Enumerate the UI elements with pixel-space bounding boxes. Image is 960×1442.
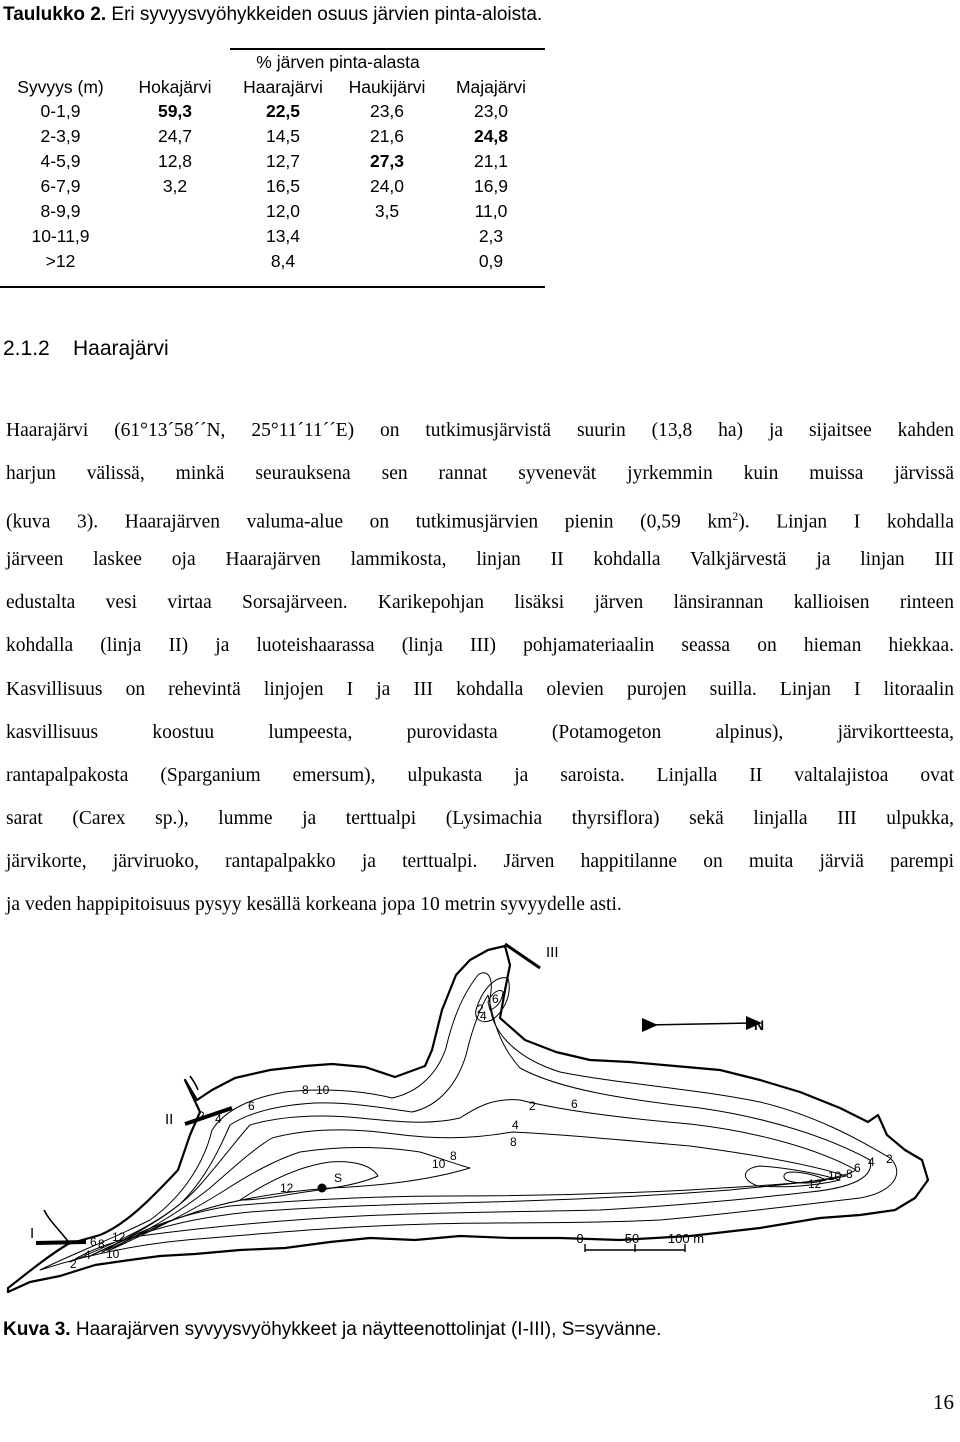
contour-12m — [240, 1162, 378, 1200]
contour-8m — [102, 1130, 846, 1252]
transect-line-I — [36, 1242, 86, 1243]
depth-contour-label: 10 — [106, 1247, 120, 1261]
deepest-point-marker — [318, 1184, 327, 1193]
col-header-depth: Syvyys (m) — [17, 77, 104, 97]
table-cell: 12,8 — [157, 151, 193, 171]
figure-caption — [3, 1319, 661, 1341]
depth-contour-label: 12 — [808, 1177, 822, 1191]
deep-point-label: S — [334, 1171, 343, 1185]
table-super-header: % järven pinta-alasta — [256, 52, 420, 72]
paragraph-line: rantapalpakosta (Sparganium emersum), ulpukasta ja saroista. Linjalla II valtalajistoa ovat — [6, 764, 954, 786]
table-cell: >12 — [45, 251, 76, 271]
table-cell: 13,4 — [265, 226, 301, 246]
table-cell: 8,4 — [270, 251, 296, 271]
depth-contour-label: 6 — [90, 1235, 97, 1249]
table-cell: 2-3,9 — [40, 126, 81, 146]
paragraph-line: kohdalla (linja II) ja luoteishaarassa (linja III) pohjamateriaalin seassa on hieman hiekkaa. — [6, 635, 954, 657]
contour-10m — [110, 1148, 470, 1251]
table-row — [0, 176, 545, 198]
depth-contour-label: 6 — [571, 1097, 578, 1111]
table-cell: 16,5 — [265, 176, 301, 196]
table-row — [0, 251, 545, 273]
north-label: N — [754, 1017, 765, 1033]
table-cell: 21,6 — [369, 126, 405, 146]
figure-caption-text: Haarajärven syvyysvyöhykkeet ja näytteenottolinjat (I-III), S=syvänne. — [70, 1319, 662, 1340]
depth-contour-label: 4 — [868, 1155, 875, 1169]
scale-tick-label: 0 — [576, 1231, 584, 1246]
inflow-brook-I — [44, 1210, 70, 1244]
table-cell: 8-9,9 — [40, 201, 81, 221]
table-row — [0, 151, 545, 173]
depth-contour-label: 10 — [316, 1083, 330, 1097]
table-cell: 23,6 — [369, 101, 405, 121]
table-cell: 2,3 — [478, 226, 504, 246]
col-header-majajarvi: Majajärvi — [455, 77, 527, 97]
depth-contour-label: 12 — [112, 1230, 126, 1244]
table-cell: 27,3 — [369, 151, 405, 171]
depth-contour-label: 2 — [477, 1002, 484, 1016]
depth-contour-label: 6 — [492, 992, 499, 1006]
table-cell: 12,0 — [265, 201, 301, 221]
inflow-brook-II — [190, 1076, 198, 1090]
paragraph-line: kasvillisuus koostuu lumpeesta, purovidasta (Potamogeton alpinus), järvikortteesta, — [6, 721, 954, 743]
table-cell: 23,0 — [473, 101, 509, 121]
depth-contour-label: 10 — [828, 1169, 842, 1183]
paragraph-line: ja veden happipitoisuus pysyy kesällä korkeana jopa 10 metrin syvyydelle asti. — [6, 894, 622, 916]
depth-contour-label: 4 — [480, 1009, 487, 1023]
north-arrow-tail — [642, 1018, 658, 1032]
depth-contour-label: 8 — [846, 1167, 853, 1181]
paragraph-line: järveen laskee oja Haarajärven lammikosta, linjan II kohdalla Valkjärvestä ja linjan III — [6, 549, 954, 571]
superscript: 2 — [732, 509, 739, 524]
scale-tick-label: 50 — [624, 1231, 640, 1246]
depth-contour-label: 12 — [280, 1181, 294, 1195]
table-cell: 24,0 — [369, 176, 405, 196]
depth-contour-label: 8 — [98, 1237, 105, 1251]
paragraph-line-part: (kuva 3). Haarajärven valuma-alue on tutkimusjärvien pienin (0,59 km — [6, 511, 733, 533]
table-cell: 14,5 — [265, 126, 301, 146]
table-cell: 21,1 — [473, 151, 509, 171]
north-arrow-shaft — [646, 1023, 752, 1025]
table-cell: 3,5 — [374, 201, 400, 221]
depth-contour-label: 2 — [70, 1257, 77, 1271]
table-cell: 11,0 — [474, 201, 508, 221]
table-row — [0, 101, 545, 123]
depth-contour-label: 4 — [215, 1112, 222, 1126]
table-cell: 16,9 — [473, 176, 509, 196]
depth-contour-label: 2 — [886, 1152, 893, 1166]
page-number: 16 — [933, 1390, 954, 1414]
table-cell: 0-1,9 — [40, 101, 81, 121]
section-title: Haarajärvi — [73, 337, 169, 360]
scale-tick-label: 100 m — [667, 1231, 705, 1246]
table-cell: 22,5 — [265, 101, 301, 121]
section-heading — [3, 337, 169, 361]
paragraph-line: järvikorte, järviruoko, rantapalpakko ja terttualpi. Järven happitilanne on muita järviä parempi — [6, 850, 954, 872]
depth-contour-label: 2 — [529, 1099, 536, 1113]
depth-contour-label: 4 — [84, 1248, 91, 1262]
paragraph-line: Kasvillisuus on rehevintä linjojen I ja III kohdalla olevien purojen suilla. Linjan I litoraalin — [6, 678, 954, 700]
col-header-hokajarvi: Hokajärvi — [138, 77, 212, 97]
transect-label-III: III — [546, 944, 559, 961]
section-number: 2.1.2 — [3, 337, 50, 360]
figure-caption-label: Kuva 3. — [3, 1319, 71, 1340]
paragraph-line: edustalta vesi virtaa Sorsajärveen. Karikepohjan lisäksi järven länsirannan kallioisen rinteen — [6, 592, 954, 614]
depth-contour-label: 2 — [198, 1109, 205, 1123]
paragraph-line — [6, 495, 954, 538]
table-cell: 24,7 — [157, 126, 193, 146]
table-cell: 0,9 — [478, 251, 504, 271]
table-caption — [3, 4, 542, 26]
table-cell: 12,7 — [265, 151, 301, 171]
contour-4m — [70, 995, 871, 1262]
paragraph-line-part: ). Linjan I kohdalla — [738, 511, 954, 533]
contour-6m — [90, 1100, 856, 1256]
transect-label-I: I — [30, 1225, 35, 1242]
table-cell: 4-5,9 — [40, 151, 81, 171]
depth-contour-label: 8 — [302, 1083, 309, 1097]
depth-contour-label: 4 — [512, 1118, 519, 1132]
paragraph-line: sarat (Carex sp.), lumme ja terttualpi (Lysimachia thyrsiflora) sekä linjalla III ulpukka, — [6, 807, 954, 829]
table-caption-text: Eri syvyysvyöhykkeiden osuus järvien pinta-aloista. — [106, 4, 543, 25]
table-header-row — [0, 77, 545, 99]
table-bottom-rule — [0, 286, 545, 288]
depth-contour-label: 10 — [432, 1157, 446, 1171]
table-row — [0, 126, 545, 148]
paragraph-line: harjun välissä, minkä seurauksena sen rannat syvenevät jyrkemmin kuin muissa järvissä — [6, 463, 954, 485]
col-header-haukijarvi: Haukijärvi — [348, 77, 426, 97]
table-cell: 24,8 — [473, 126, 509, 146]
bathymetric-map — [0, 932, 960, 1302]
depth-contour-label: 8 — [450, 1149, 457, 1163]
table-row — [0, 226, 545, 248]
col-header-haarajarvi: Haarajärvi — [243, 77, 323, 97]
table-cell: 6-7,9 — [40, 176, 81, 196]
transect-label-II: II — [165, 1111, 174, 1128]
body-paragraph — [6, 409, 954, 926]
table-cell: 59,3 — [157, 101, 193, 121]
table-caption-label: Taulukko 2. — [3, 4, 107, 25]
table-cell: 10-11,9 — [31, 226, 90, 246]
shoreline-outline — [8, 946, 928, 1292]
depth-contour-label: 6 — [854, 1161, 861, 1175]
depth-contour-label: 8 — [510, 1135, 517, 1149]
table-top-rule — [230, 48, 545, 50]
table-row — [0, 201, 545, 223]
table-cell: 3,2 — [162, 176, 188, 196]
depth-contour-label: 6 — [248, 1099, 255, 1113]
paragraph-line: Haarajärvi (61°13´58´´N, 25°11´11´´E) on tutkimusjärvistä suurin (13,8 ha) ja sijaitsee kahden — [6, 420, 954, 441]
